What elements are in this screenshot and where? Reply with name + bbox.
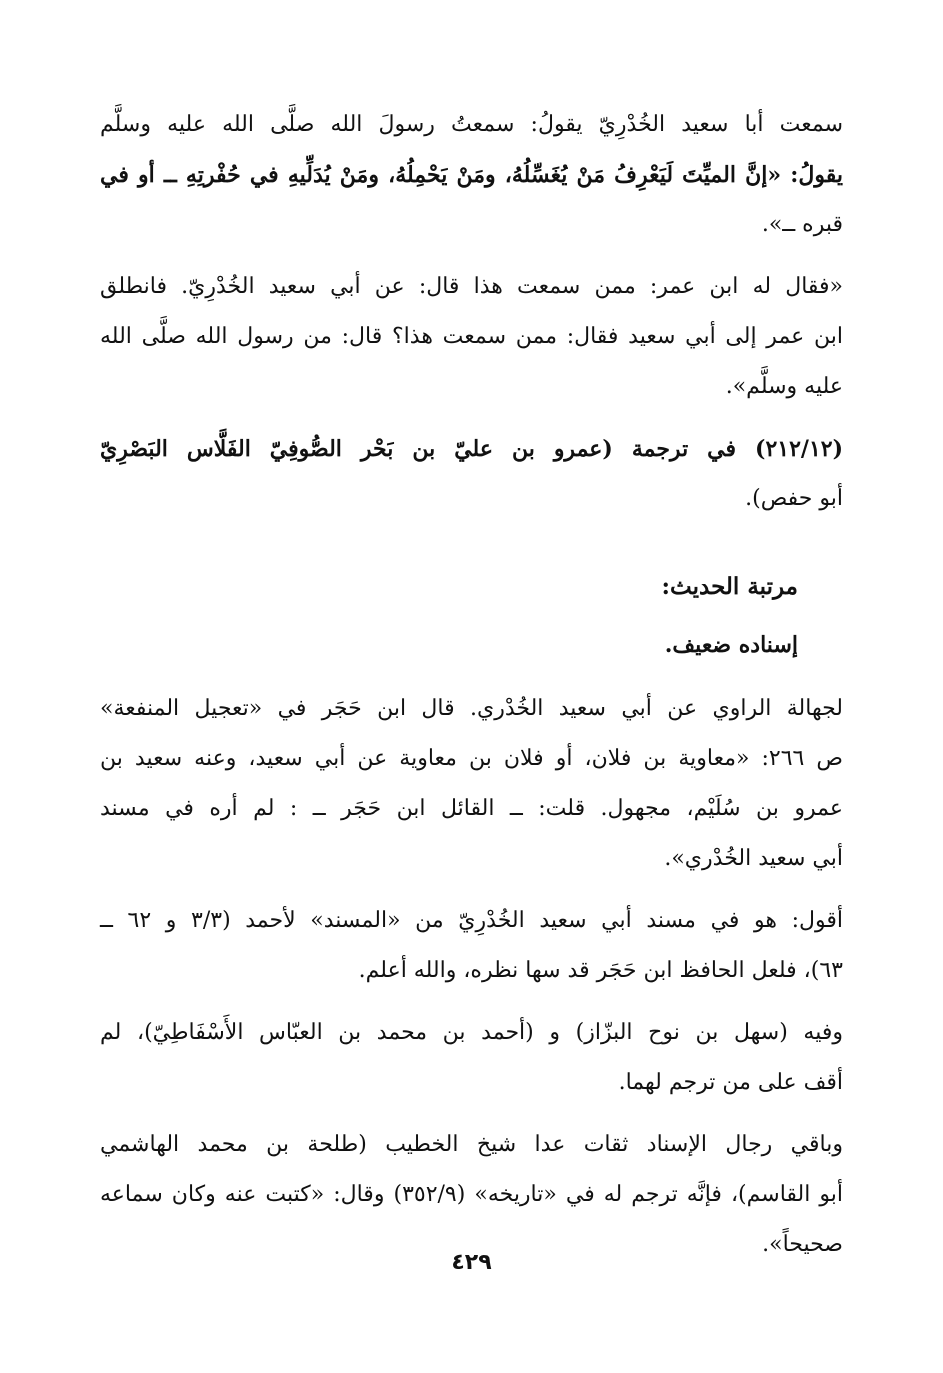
paragraph-remaining-narrators — [100, 1120, 843, 1270]
text-line: صحيحاً». — [762, 1232, 843, 1257]
text-line: لجهالة الراوي عن أبي سعيد الخُدْري. قال ابن حَجَر في «تعجيل المنفعة» — [100, 696, 843, 721]
text-line: قبره ــ». — [761, 212, 843, 237]
text-line: ص ٢٦٦: «معاوية بن فلان، أو فلان بن معاوية عن أبي سعيد، وعنه سعيد بن — [100, 746, 843, 771]
text-line: أقول: هو في مسند أبي سعيد الخُدْرِيّ من «المسند» لأحمد (٣/٣ و ٦٢ ــ — [100, 908, 843, 933]
paragraph-ibn-umar — [100, 262, 843, 412]
paragraph-unknown-narrators — [100, 1008, 843, 1108]
text-line: أقف على من ترجم لهما. — [618, 1070, 843, 1095]
paragraph-reference — [100, 424, 843, 524]
text-line: (٢١٢/١٢) في ترجمة (عمرو بن عليّ بن بَحْر الصُّوفِيّ الفَلَّاس البَصْرِيّ — [100, 436, 843, 462]
text-line: وفيه (سهل بن نوح البزّاز) و (أحمد بن محمد بن العبّاس الأَسْفَاطِيّ)، لم — [100, 1020, 843, 1045]
section-heading: مرتبة الحديث: — [661, 573, 798, 600]
paragraph-musnad-note — [100, 896, 843, 996]
text-line: أبو حفص). — [745, 486, 843, 511]
text-line: ابن عمر إلى أبي سعيد فقال: ممن سمعت هذا؟ قال: من رسول الله صلَّى الله — [100, 324, 843, 349]
paragraph-hadith-text — [100, 100, 843, 250]
text-line: «فقال له ابن عمر: ممن سمعت هذا قال: عن أبي سعيد الخُدْرِيّ. فانطلق — [100, 274, 843, 299]
text-line: سمعت أبا سعيد الخُدْرِيّ يقولُ: سمعتُ رسولَ الله صلَّى الله عليه وسلَّم — [100, 112, 843, 137]
text-line: أبي سعيد الخُدْري». — [664, 846, 843, 871]
page-number: ٤٢٩ — [451, 1250, 492, 1275]
hadith-grade: إسناده ضعيف. — [664, 632, 798, 658]
text-line: أبو القاسم)، فإنَّه ترجم له في «تاريخه» (٣٥٢/٩) وقال: «كتبت عنه وكان سماعه — [100, 1182, 843, 1207]
text-line-hadith-quote: يقولُ: «إنَّ الميِّتَ لَيَعْرِفُ مَنْ يُغَسِّلُهُ، ومَنْ يَحْمِلُهُ، ومَنْ يُدَلِّيهِ في حُفْرتِهِ ــ أو في — [100, 162, 843, 188]
text-line: وباقي رجال الإسناد ثقات عدا شيخ الخطيب (طلحة بن محمد الهاشمي — [100, 1132, 843, 1157]
text-line: عمرو بن سُلَيْم، مجهول. قلت: ــ القائل ابن حَجَر ــ : لم أره في مسند — [100, 796, 843, 821]
text-line: ٦٣)، فلعل الحافظ ابن حَجَر قد سها نظره، والله أعلم. — [358, 958, 843, 983]
paragraph-reason — [100, 684, 843, 884]
text-line: عليه وسلَّم». — [725, 374, 843, 399]
